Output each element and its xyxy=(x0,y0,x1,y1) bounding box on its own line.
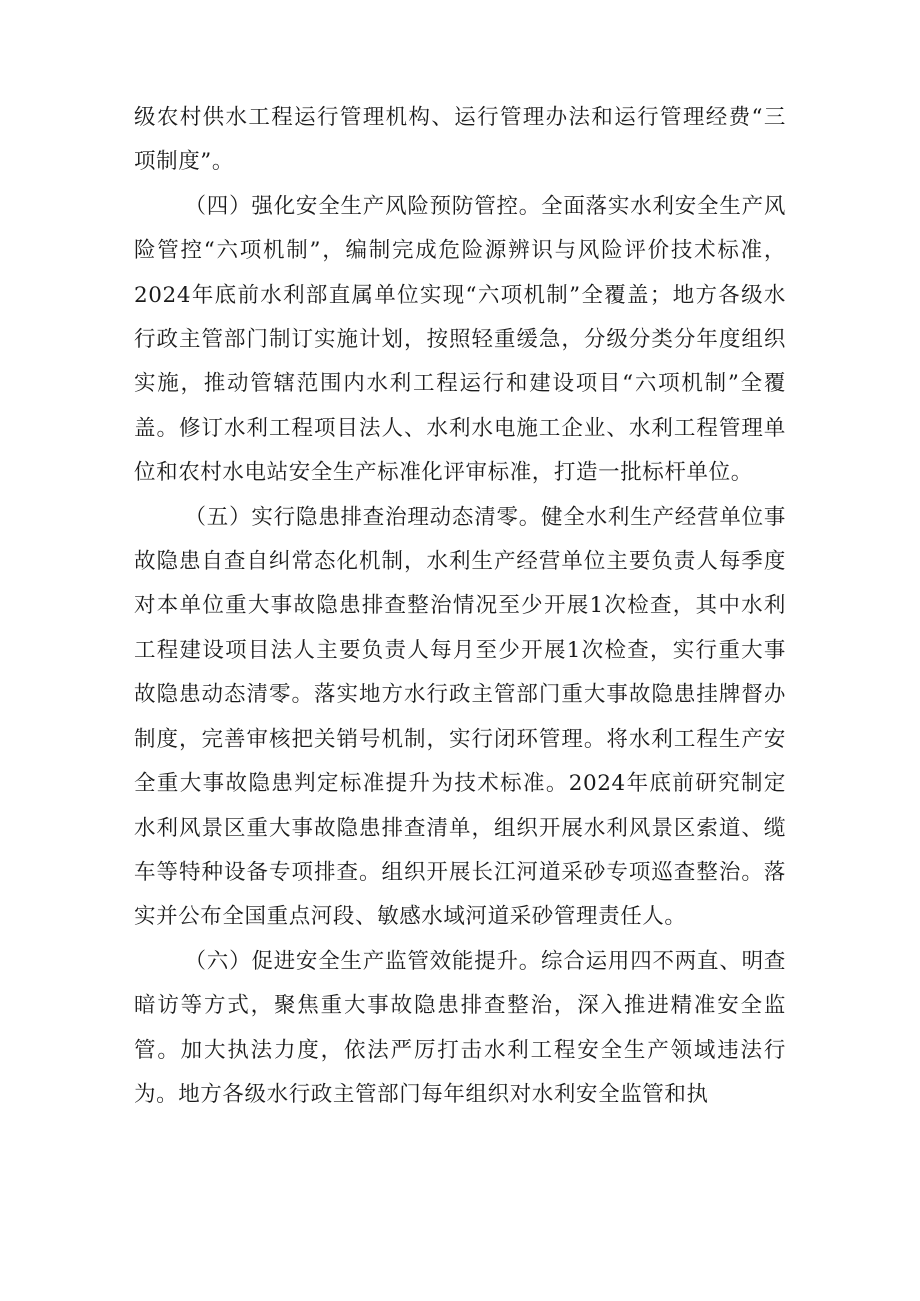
paragraph-continuation: 级农村供水工程运行管理机构、运行管理办法和运行管理经费“三项制度”。 xyxy=(134,105,786,175)
document-body xyxy=(134,96,786,1117)
paragraph-section-6: （六）促进安全生产监管效能提升。综合运用四不两直、明查暗访等方式，聚焦重大事故隐患排查整治，深入推进精准安全监管。加大执法力度，依法严厉打击水利工程安全生产领域违法行为。地方各级水行政主管部门每年组织对水利安全监管和执 xyxy=(134,948,786,1107)
paragraph-section-4: （四）强化安全生产风险预防管控。全面落实水利安全生产风险管控“六项机制”，编制完成危险源辨识与风险评价技术标准，2024年底前水利部直属单位实现“六项机制”全覆盖；地方各级水行政主管部门制订实施计划，按照轻重缓急，分级分类分年度组织实施，推动管辖范围内水利工程运行和建设项目“六项机制”全覆盖。修订水利工程项目法人、水利水电施工企业、水利工程管理单位和农村水电站安全生产标准化评审标准，打造一批标杆单位。 xyxy=(134,193,786,486)
paragraph-section-5: （五）实行隐患排查治理动态清零。健全水利生产经营单位事故隐患自查自纠常态化机制，水利生产经营单位主要负责人每季度对本单位重大事故隐患排查整治情况至少开展1次检查，其中水利工程建设项目法人主要负责人每月至少开展1次检查，实行重大事故隐患动态清零。落实地方水行政主管部门重大事故隐患挂牌督办制度，完善审核把关销号机制，实行闭环管理。将水利工程生产安全重大事故隐患判定标准提升为技术标准。2024年底前研究制定水利风景区重大事故隐患排查清单，组织开展水利风景区索道、缆车等特种设备专项排查。组织开展长江河道采砂专项巡查整治。落实并公布全国重点河段、敏感水域河道采砂管理责任人。 xyxy=(134,504,786,930)
